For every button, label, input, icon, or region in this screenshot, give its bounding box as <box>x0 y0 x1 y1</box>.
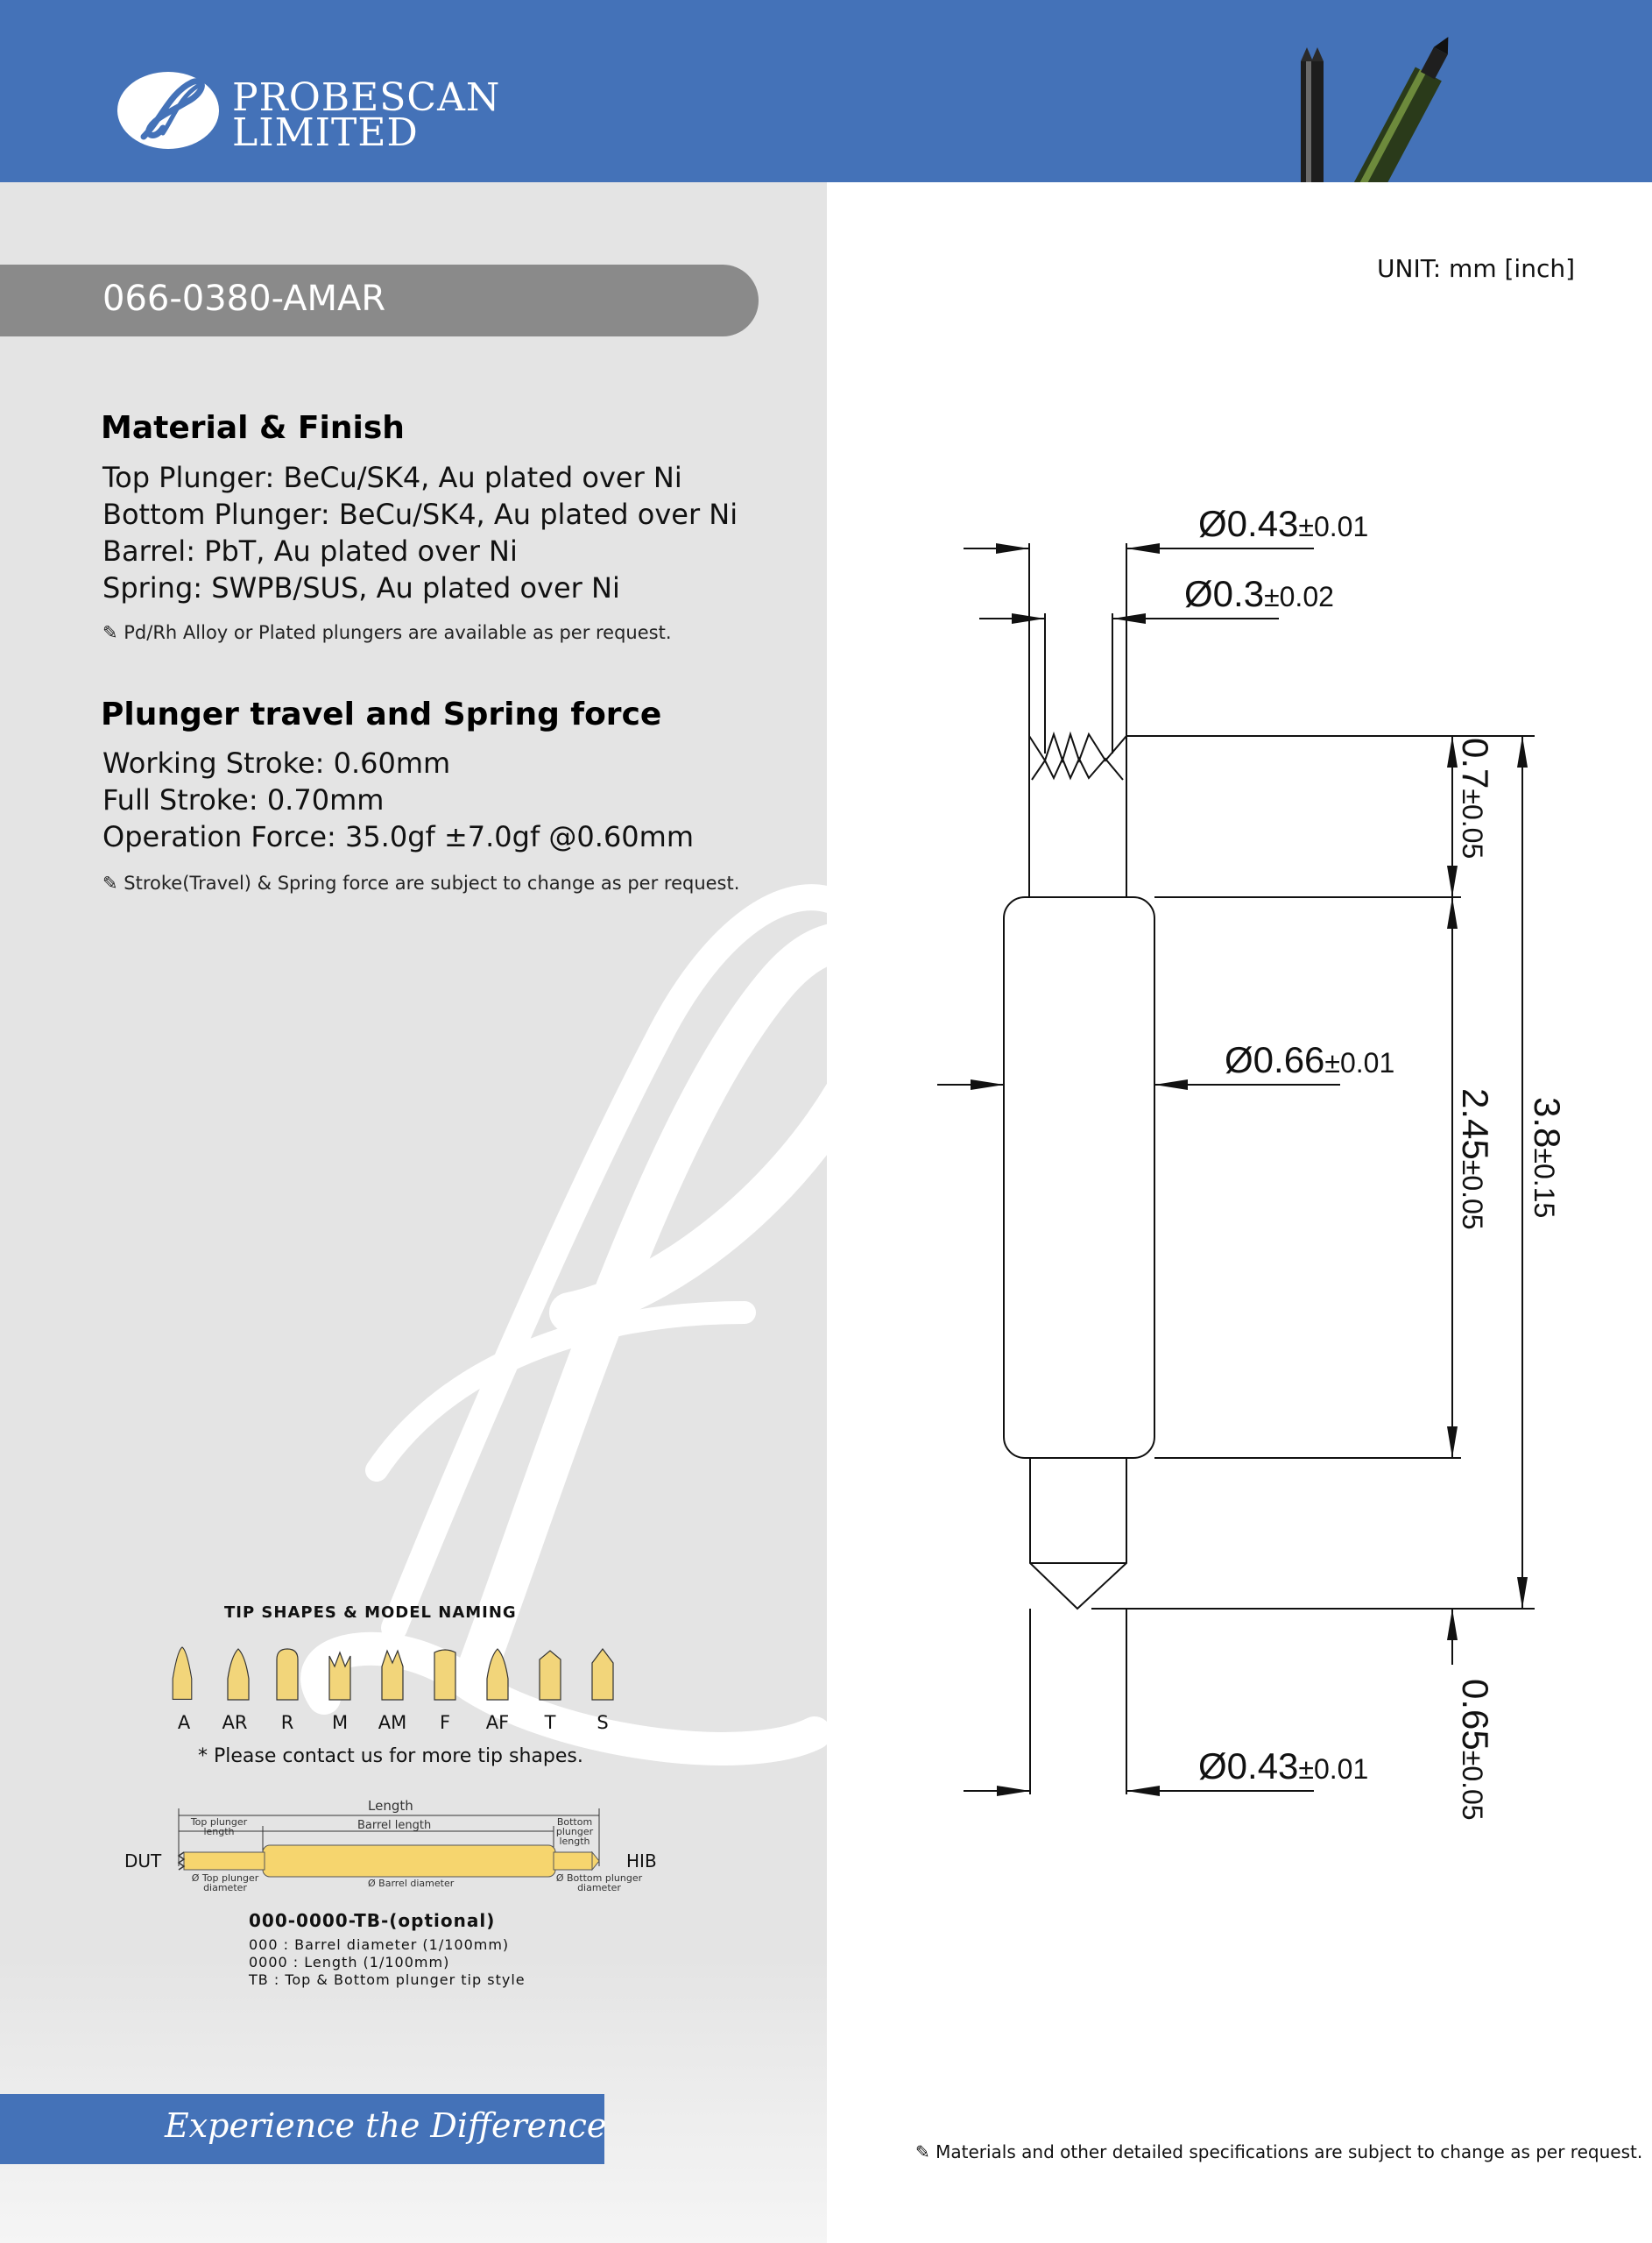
diagram-barrel-diameter: Ø Barrel diameter <box>368 1878 455 1889</box>
dim-value: Ø0.43 <box>1198 503 1299 544</box>
material-title: Material & Finish <box>101 410 405 446</box>
diagram-top-plunger-diameter: Ø Top plunger diameter <box>191 1872 259 1893</box>
tip-label: S <box>597 1712 609 1733</box>
dim-bottom-plunger-length <box>1454 1679 1496 1821</box>
tip-label: AF <box>485 1712 510 1733</box>
dim-value: Ø0.66 <box>1225 1039 1325 1080</box>
travel-item: Operation Force: 35.0gf ±7.0gf @0.60mm <box>102 820 694 853</box>
dim-tolerance: ±0.05 <box>1457 789 1488 860</box>
material-item: Spring: SWPB/SUS, Au plated over Ni <box>102 571 620 605</box>
dim-tolerance: ±0.01 <box>1298 511 1369 542</box>
travel-note: ✎ Stroke(Travel) & Spring force are subject to change as per request. <box>102 873 740 894</box>
dim-value: Ø0.43 <box>1198 1745 1299 1787</box>
diagram-length-label: Length <box>368 1798 413 1814</box>
material-note: ✎ Pd/Rh Alloy or Plated plungers are available as per request. <box>102 622 672 643</box>
dim-top-plunger-diameter <box>1198 503 1368 545</box>
dut-label: DUT <box>124 1850 162 1872</box>
part-number: 066-0380-AMAR <box>102 279 386 319</box>
brand-line-1: PROBESCAN <box>232 75 501 120</box>
diagram-top-plunger-length: Top plunger length <box>190 1816 248 1837</box>
dim-top-plunger-length <box>1454 738 1496 859</box>
model-line: 000 : Barrel diameter (1/100mm) <box>249 1936 510 1953</box>
dim-bottom-plunger-diameter <box>1198 1745 1368 1787</box>
dim-value: 3.8 <box>1527 1097 1568 1149</box>
dim-barrel-diameter <box>1225 1039 1394 1081</box>
brand-line-2: LIMITED <box>232 110 419 155</box>
travel-item: Full Stroke: 0.70mm <box>102 783 385 817</box>
diagram-barrel-length: Barrel length <box>357 1819 432 1832</box>
diagram-bottom-plunger-diameter: Ø Bottom plunger diameter <box>555 1872 643 1893</box>
dim-total-length <box>1526 1097 1568 1218</box>
tip-label: A <box>177 1712 191 1733</box>
tip-contact-note: * Please contact us for more tip shapes. <box>198 1745 583 1767</box>
dim-value: 0.7 <box>1455 738 1496 789</box>
slogan: Experience the Difference <box>165 2106 607 2145</box>
material-item: Top Plunger: BeCu/SK4, Au plated over Ni <box>102 461 682 494</box>
dim-value: Ø0.3 <box>1184 573 1265 614</box>
tip-label: AM <box>378 1712 407 1733</box>
tip-label: F <box>439 1712 451 1733</box>
unit-label: UNIT: mm [inch] <box>1377 254 1576 283</box>
model-line: TB : Top & Bottom plunger tip style <box>249 1971 526 1988</box>
dim-value: 0.65 <box>1455 1679 1496 1751</box>
dim-tolerance: ±0.15 <box>1528 1148 1560 1219</box>
tip-label: R <box>280 1712 294 1733</box>
hib-label: HIB <box>626 1850 657 1872</box>
dim-tolerance: ±0.05 <box>1457 1159 1488 1230</box>
material-item: Bottom Plunger: BeCu/SK4, Au plated over Ni <box>102 498 738 531</box>
tip-label: AR <box>222 1712 248 1733</box>
dim-tolerance: ±0.02 <box>1264 581 1334 612</box>
travel-title: Plunger travel and Spring force <box>101 697 662 732</box>
diagram-bottom-plunger-length: Bottom plunger length <box>555 1816 594 1847</box>
dim-tip-diameter <box>1184 573 1334 615</box>
model-line: 0000 : Length (1/100mm) <box>249 1954 450 1971</box>
tip-label: T <box>544 1712 556 1733</box>
model-format: 000-0000-TB-(optional) <box>249 1910 496 1931</box>
dim-value: 2.45 <box>1455 1088 1496 1160</box>
dim-tolerance: ±0.01 <box>1324 1047 1395 1079</box>
bottom-note: ✎ Materials and other detailed specifications are subject to change as per request. <box>915 2141 1643 2162</box>
dim-barrel-length <box>1454 1088 1496 1230</box>
dim-tolerance: ±0.05 <box>1457 1750 1488 1821</box>
material-item: Barrel: PbT, Au plated over Ni <box>102 534 518 568</box>
tip-label: M <box>331 1712 349 1733</box>
dim-tolerance: ±0.01 <box>1298 1753 1369 1785</box>
tip-shapes-title: TIP SHAPES & MODEL NAMING <box>224 1603 517 1622</box>
travel-item: Working Stroke: 0.60mm <box>102 746 451 780</box>
